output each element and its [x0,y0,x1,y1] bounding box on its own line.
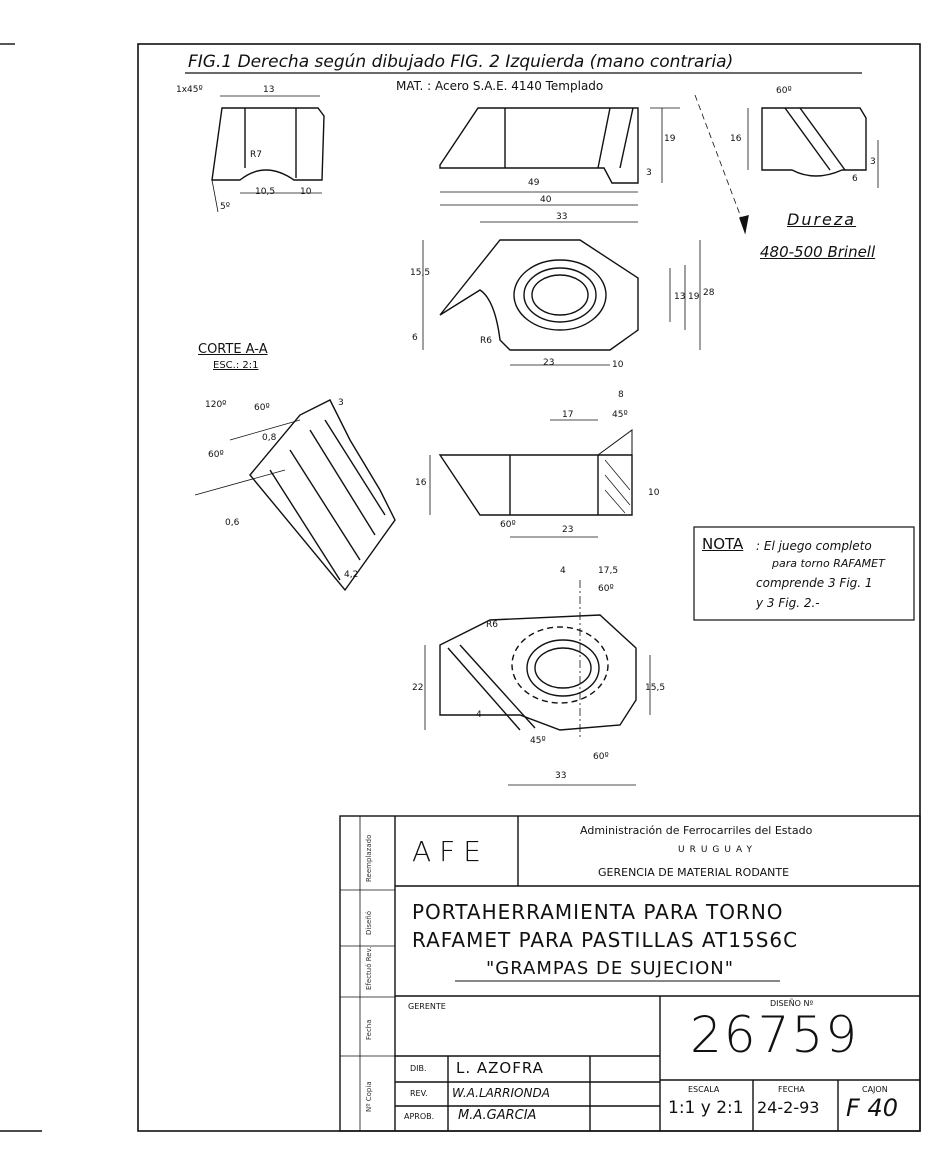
dim-label: 120º [205,400,227,410]
dim-label: 8 [618,390,624,400]
material-spec: MAT. : Acero S.A.E. 4140 Templado [396,79,604,93]
note-heading: NOTA [702,535,744,553]
rev-name: W.A.LARRIONDA [452,1086,550,1100]
dim-label: 6 [412,333,418,343]
section-a-a [195,400,395,590]
escala-label: ESCALA [688,1085,720,1094]
dim-label: 15,5 [410,268,431,278]
dim-label: 49 [528,178,540,188]
section-title: CORTE A-A [198,342,268,357]
side-label: Fecha [365,1019,373,1040]
dim-label: 10 [648,488,660,498]
note-line: para torno RAFAMET [772,557,885,570]
gerente-label: GERENTE [408,1002,446,1011]
dim-label: 10 [612,360,624,370]
dim-label: 60º [593,752,609,762]
dim-label: R7 [250,150,262,160]
figures-title: FIG.1 Derecha según dibujado FIG. 2 Izquierda (mano contraria) [188,52,734,72]
dim-label: 4,2 [344,570,359,580]
dim-label: 60º [254,403,270,413]
dib-name: L. AZOFRA [456,1059,544,1077]
dim-label: 4 [476,710,482,720]
dim-label: 19 [688,292,700,302]
aprob-label: APROB. [404,1112,435,1121]
dim-label: 0,6 [225,518,240,528]
cajon-value: F 40 [846,1094,898,1122]
dim-label: 22 [412,683,424,693]
dim-label: 17 [562,410,574,420]
dim-label: 17,5 [598,566,619,576]
note-line: comprende 3 Fig. 1 [756,576,873,590]
dim-label: 16 [730,134,742,144]
dim-label: 15,5 [645,683,666,693]
drawing-number: 26759 [690,1006,860,1064]
aprob-name: M.A.GARCIA [458,1108,537,1123]
drawing-no-label: DISEÑO Nº [770,999,814,1008]
dim-label: 60º [776,86,792,96]
hardness-label: Dureza [787,210,857,229]
dim-label: 3 [870,157,876,167]
dim-label: 5º [220,202,230,212]
dim-label: 10,5 [255,187,276,197]
dim-label: 0,8 [262,433,277,443]
note-line: y 3 Fig. 2.- [756,596,820,610]
dim-label: R6 [486,620,498,630]
fig1-front-view [440,108,680,192]
dim-label: 33 [555,771,567,781]
drawing-title-line1: PORTAHERRAMIENTA PARA TORNO [412,900,784,924]
org-name: Administración de Ferrocarriles del Estado [580,824,813,837]
dim-label: 28 [703,288,715,298]
dim-label: 1x45º [176,85,203,95]
side-label: Efectuó Rev. [365,946,373,990]
dim-label: 19 [664,134,676,144]
dim-label: 13 [263,85,275,95]
dim-label: 13 [674,292,686,302]
dim-label: 16 [415,478,427,488]
fecha-label: FECHA [778,1085,805,1094]
logo: AFE [412,835,489,868]
dim-label: 45º [530,736,546,746]
side-label: Nº Copia [365,1081,373,1112]
dim-label: 4 [560,566,566,576]
org-department: GERENCIA DE MATERIAL RODANTE [598,866,790,879]
dim-label: 3 [338,398,344,408]
dim-label: 60º [208,450,224,460]
dim-label: 60º [598,584,614,594]
fig2-plan-view [425,580,650,785]
escala-value: 1:1 y 2:1 [668,1098,744,1118]
dim-label: 60º [500,520,516,530]
dim-label: R6 [480,336,492,346]
plan-view [423,205,700,365]
drawing-title-line3: "GRAMPAS DE SUJECION" [486,958,735,979]
note-line: : El juego completo [756,539,872,553]
fecha-value: 24-2-93 [757,1098,820,1117]
dim-label: 23 [562,525,574,535]
dim-label: 33 [556,212,568,222]
cajon-label: CAJON [862,1085,888,1094]
dim-label: 3 [646,168,652,178]
hardness-value: 480-500 Brinell [760,243,876,261]
dim-label: 40 [540,195,552,205]
drawing-title-line2: RAFAMET PARA PASTILLAS AT15S6C [412,928,799,952]
dim-label: 45º [612,410,628,420]
org-country: URUGUAY [678,845,757,855]
dib-label: DIB. [410,1064,427,1073]
side-label: Reemplazado [365,834,373,882]
section-scale: ESC.: 2:1 [213,360,259,371]
dim-label: 23 [543,358,555,368]
side-label: Diseñó [365,910,373,935]
dim-label: 6 [852,174,858,184]
dim-label: 10 [300,187,312,197]
front-section-view [430,420,632,537]
rev-label: REV. [410,1089,428,1098]
